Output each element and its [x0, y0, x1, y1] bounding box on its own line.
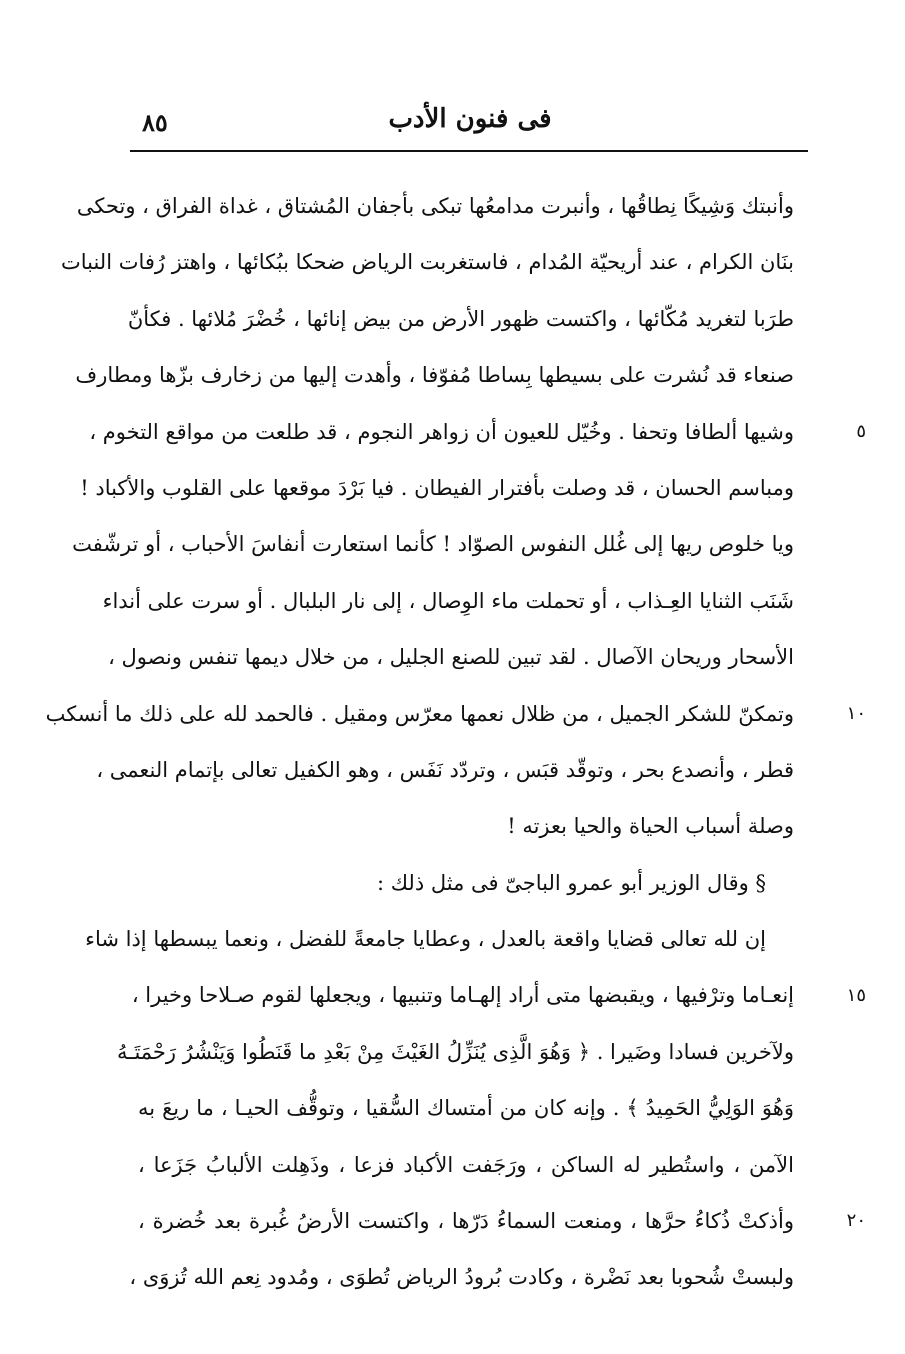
text-line: صنعاء قد نُشرت على بسيطها بِساطا مُفوّفا ، وأهدت إليها من زخارف بزّها ومطارف — [75, 363, 794, 388]
section-heading-line: § وقال الوزير أبو عمرو الباجىّ فى مثل ذلك : — [376, 870, 766, 895]
text-line: شَنَب الثنايا العِـذاب ، أو تحملت ماء الوِصال ، إلى نار البلبال . أو سرت على أنداء — [102, 588, 794, 613]
text-line: الأسحار وريحان الآصال . لقد تبين للصنع الجليل ، من خلال ديمها تنفس ونصول ، — [108, 645, 794, 670]
body-text — [45, 178, 794, 1306]
text-line: طرَبا لتغريد مُكّائها ، واكتست ظهور الأرض من بيض إنائها ، خُضْرَ مُلائها . فكأنّ — [127, 306, 794, 331]
header-rule — [130, 150, 808, 152]
text-line: وأذكتْ ذُكاءُ حرَّها ، ومنعت السماءُ دَرّها ، واكتست الأرضُ غُبرة بعد خُضرة ، — [138, 1209, 794, 1234]
text-line: وأنبتك وَشِيكًا نِطاقُها ، وأنبرت مدامعُها تبكى بأجفان المُشتاق ، غداة الفراق ، وتحكى — [76, 194, 794, 218]
line-number-20: ٢٠ — [846, 1210, 866, 1232]
text-line: إن لله تعالى قضايا واقعة بالعدل ، وعطايا جامعةً للفضل ، ونعما يبسطها إذا شاء — [85, 927, 766, 952]
text-line: قطر ، وأنصدع بحر ، وتوقّد قبَس ، وتردّد نَفَس ، وهو الكفيل تعالى بإتمام النعمى ، — [96, 757, 794, 782]
text-line: إنعـاما وترْفيها ، ويقبضها متى أراد إلهـاما وتنبيها ، ويجعلها لقوم صـلاحا وخيرا ، — [131, 983, 794, 1008]
text-line: ولآخرين فسادا وضَيرا . ﴿ وَهُوَ الَّذِى يُنَزِّلُ الغَيْثَ مِنْ بَعْدِ ما قَنَطُوا وَيَنْشُرُ رَحْمَتَـهُ — [117, 1039, 794, 1064]
page-number: ٨٥ — [142, 108, 168, 137]
line-number-10: ١٠ — [846, 702, 866, 724]
text-line: بنَان الكرام ، عند أريحيّة المُدام ، فاستغربت الرياض ضحكا ببُكائها ، واهتز رُفات النبات — [60, 250, 794, 275]
line-number-5: ٥ — [856, 420, 866, 442]
running-title: فى فنون الأدب — [388, 104, 552, 134]
page-header — [132, 100, 808, 146]
text-line: الآمن ، واستُطير له الساكن ، ورَجَفت الأكباد فزعا ، وذَهِلت الألبابُ جَزَعا ، — [138, 1152, 794, 1177]
text-line: وصلة أسباب الحياة والحيا بعزته ! — [507, 814, 794, 839]
text-line: ويا خلوص ريها إلى غُلل النفوس الصوّاد ! كأنما استعارت أنفاسَ الأحباب ، أو ترشّفت — [72, 532, 794, 557]
text-line: ولبستْ شُحوبا بعد نَضْرة ، وكادت بُرودُ الرياض تُطوَى ، ومُدود نِعم الله تُزوَى ، — [129, 1265, 794, 1290]
text-line: وتمكنّ للشكر الجميل ، من ظلال نعمها معرّس ومقيل . فالحمد لله على ذلك ما أنسكب — [45, 701, 794, 726]
text-line: وَهُوَ الوَلِيُّ الحَمِيدُ ﴾ . وإنه كان من أمتساك السُّقيا ، وتوقُّف الحيـا ، ما ريعَ به — [138, 1096, 794, 1121]
line-number-15: ١٥ — [846, 984, 866, 1006]
text-line: وشيها ألطافا وتحفا . وخُيّل للعيون أن زواهر النجوم ، قد طلعت من مواقع التخوم ، — [89, 419, 794, 444]
text-line: ومباسم الحسان ، قد وصلت بأفترار الفيطان . فيا بَرْدَ موقعها على القلوب والأكباد ! — [80, 475, 794, 500]
